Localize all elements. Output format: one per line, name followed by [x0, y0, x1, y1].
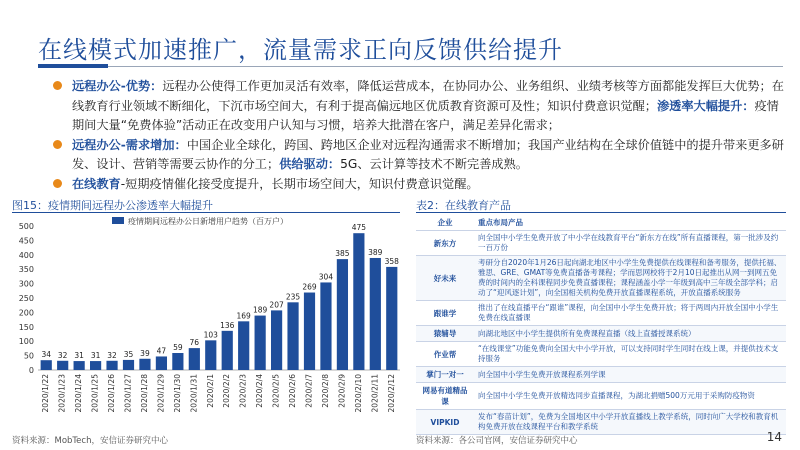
table-header-row: [416, 215, 786, 231]
bar: [90, 361, 101, 370]
table-title-rule: [416, 212, 786, 213]
figure-title-rule: [12, 212, 400, 213]
table-cell-company: 掌门一对一: [416, 367, 474, 383]
bar: [172, 353, 183, 370]
bar: [41, 360, 52, 370]
bullet-dot-icon: [53, 81, 62, 90]
table-row: [416, 410, 786, 435]
table-cell-company: 猿辅导: [416, 326, 474, 342]
y-tick-label: 150: [18, 322, 34, 332]
bar-value-label: 385: [335, 249, 350, 259]
bullet-text: 远程办公使得工作更加灵活有效率，降低运营成本，在协同办公、业务组织、业绩考核等方面都能发挥巨大优势；在线教育行业领域不断细化，下沉市场空间大，有利于提高偏远地区优质教育资源可及性；知识付费意识觉醒；: [72, 79, 784, 113]
bar-value-label: 269: [302, 282, 317, 292]
table-cell-company: 作业帮: [416, 342, 474, 367]
x-tick-label: 2020/1/22: [41, 374, 51, 413]
bullet-text-2: 5G、云计算等技术不断完善成熟。: [340, 157, 528, 171]
bar: [189, 348, 200, 370]
table-title: 表2：在线教育产品: [416, 199, 511, 212]
bar-value-label: 207: [269, 300, 284, 310]
bar-value-label: 136: [220, 320, 235, 330]
y-tick-label: 0: [28, 366, 34, 375]
x-tick-label: 2020/1/28: [139, 374, 149, 413]
y-tick-label: 450: [18, 236, 34, 246]
table-row: [416, 326, 786, 342]
table-cell-company: VIPKID: [416, 410, 474, 435]
bar: [139, 359, 150, 370]
bar-value-label: 103: [203, 330, 218, 340]
bullet-item: [50, 77, 785, 136]
y-tick-label: 300: [18, 279, 34, 289]
table-cell-product: 向全国中小学生免费开放课程系列学课: [474, 367, 786, 383]
x-tick-label: 2020/1/24: [74, 374, 84, 413]
bar: [57, 361, 68, 370]
bar-value-label: 32: [107, 350, 117, 360]
bullet-heading: 远程办公-优势：: [72, 79, 163, 93]
product-table: [416, 215, 786, 435]
bar-value-label: 31: [90, 351, 101, 361]
bar-value-label: 32: [57, 350, 68, 360]
bar-value-label: 35: [123, 349, 134, 359]
x-tick-label: 2020/1/31: [189, 374, 199, 413]
table-header-company: 企业: [416, 215, 474, 231]
table-row: [416, 342, 786, 367]
bar-value-label: 169: [236, 311, 251, 321]
x-tick-label: 2020/1/25: [90, 374, 100, 413]
bar-value-label: 59: [173, 343, 183, 353]
x-tick-label: 2020/2/9: [337, 374, 347, 408]
legend-label: 疫情期间远程办公日新增用户趋势（百万户）: [128, 217, 288, 226]
table-cell-product: 发布“春苗计划”，免费为全国地区中小学开放直播线上教学系统，同时向广大学校和教育机构免费开放在线课程平台和教学系统: [474, 410, 786, 435]
x-tick-label: 2020/1/30: [172, 374, 182, 413]
bar: [205, 340, 216, 370]
x-tick-label: 2020/1/27: [123, 374, 133, 413]
table-row: [416, 231, 786, 256]
bar-value-label: 475: [351, 223, 367, 233]
title-divider: [38, 66, 783, 67]
table-cell-product: 向湖北地区中小学生提供所有免费课程直播（线上直播授课系统）: [474, 326, 786, 342]
table-cell-company: 网易有道精品课: [416, 383, 474, 410]
bar-value-label: 31: [74, 351, 84, 361]
x-tick-label: 2020/2/11: [370, 374, 380, 413]
y-tick-label: 400: [18, 250, 34, 260]
table-body: [416, 231, 786, 435]
x-tick-label: 2020/2/6: [288, 374, 298, 408]
bar-value-label: 235: [285, 292, 301, 302]
title-accent-bar: [38, 64, 108, 68]
table-cell-product: “在线课堂”功能免费向全国大中小学开放，可以支持同时学生同时在线上课，并提供技术支持服务: [474, 342, 786, 367]
x-tick-label: 2020/2/5: [271, 374, 281, 408]
bullet-heading: 在线教育: [72, 176, 121, 191]
x-tick-label: 2020/2/8: [320, 374, 330, 408]
bar: [74, 361, 85, 370]
bar: [271, 310, 282, 370]
x-tick-label: 2020/2/10: [353, 374, 363, 413]
figure-title: 图15：疫情期间远程办公渗透率大幅提升: [12, 199, 213, 212]
y-tick-label: 250: [18, 294, 34, 303]
table-row: [416, 301, 786, 326]
bullet-item: [50, 175, 785, 195]
bar-value-label: 189: [252, 305, 268, 315]
y-tick-label: 100: [18, 337, 34, 347]
table-source: 资料来源：各公司官网，安信证券研究中心: [416, 436, 578, 446]
bullet-item: [50, 136, 785, 175]
bullet-text: -短期疫情催化接受度提升，长期市场空间大，知识付费意识觉醒。: [120, 176, 479, 191]
legend-swatch: [112, 217, 124, 224]
bar: [386, 267, 397, 370]
table-cell-company: 跟谁学: [416, 301, 474, 326]
bar: [106, 361, 117, 370]
bar-value-label: 358: [384, 256, 399, 266]
bar: [222, 331, 233, 370]
bullet-heading-2: 渗透率大幅提升：: [657, 98, 755, 113]
bullet-text-2: 疫情期间大量“免费体验”活动正在改变用户认知与习惯，培养大批潜在客户，满足差异化需求；: [72, 98, 779, 132]
page-title: 在线模式加速推广，流量需求正向反馈供给提升: [38, 36, 563, 64]
x-tick-label: 2020/2/2: [222, 374, 232, 408]
bar-value-label: 76: [189, 338, 200, 348]
page-number: 14: [766, 430, 782, 444]
bullet-list: [50, 77, 785, 194]
table-cell-product: 推出了在线直播平台“跟谁”课程，向全国中小学生免费开放；将于两周内开放全国中小学生免费在线直播课: [474, 301, 786, 326]
x-tick-label: 2020/2/1: [205, 374, 215, 408]
figure-source: 资料来源：MobTech，安信证券研究中心: [12, 436, 168, 446]
x-tick-label: 2020/1/23: [57, 374, 67, 413]
table-cell-product: 考研分自2020年1月26日起向湖北地区中小学生免费提供在线课程和备考服务，提供托福、雅思、GRE、GMAT等免费直播备考课程；学而思网校将于2月10日起推出从网一到网五免费的时间内的全科课程同步免费直播课程；课程涵盖小学一年级到高中三年级全部学科；启动了“迎风逐计划”，向全国相关机构免费开放直播课程系统，开放直播系统服务: [474, 256, 786, 301]
y-tick-label: 350: [18, 265, 34, 275]
table-row: [416, 367, 786, 383]
bar-value-label: 47: [156, 346, 167, 356]
table-cell-product: 向全国中小学生免费开放精选同步直播课程，为湖北捐赠500万元用于采购防疫物资: [474, 383, 786, 410]
y-tick-label: 50: [23, 351, 34, 361]
bar: [238, 321, 249, 370]
table-header-product: 重点布局产品: [474, 215, 786, 231]
bar-value-label: 389: [368, 247, 383, 257]
bullet-text: 中国企业全球化，跨国、跨地区企业对远程沟通需求不断增加；我国产业结构在全球价值链中的提升带来更多研发、设计、营销等需要云协作的分工；: [72, 137, 784, 171]
table-cell-company: 新东方: [416, 231, 474, 256]
bullet-dot-icon: [53, 140, 62, 149]
bar-value-label: 34: [41, 350, 52, 360]
x-tick-label: 2020/2/7: [304, 374, 314, 408]
bar: [287, 302, 298, 370]
bar-chart: [12, 214, 404, 432]
table-row: [416, 383, 786, 410]
bar: [353, 233, 364, 370]
bar-value-label: 304: [318, 272, 334, 282]
bar: [255, 316, 266, 370]
table-row: [416, 256, 786, 301]
bullet-heading-2: 供给驱动：: [279, 157, 341, 171]
x-tick-label: 2020/1/26: [107, 374, 117, 413]
y-tick-label: 200: [18, 308, 34, 318]
x-tick-label: 2020/1/29: [156, 374, 166, 413]
y-tick-label: 500: [18, 222, 34, 231]
bar: [337, 259, 348, 370]
table-cell-company: 好未来: [416, 256, 474, 301]
x-tick-label: 2020/2/4: [255, 374, 265, 408]
bar: [304, 293, 315, 370]
bullet-dot-icon: [53, 179, 62, 188]
bar: [123, 360, 134, 370]
bar: [156, 356, 167, 370]
x-tick-label: 2020/2/3: [238, 374, 248, 408]
x-tick-label: 2020/2/12: [386, 374, 396, 413]
bar-value-label: 39: [140, 348, 150, 358]
table-cell-product: 向全国中小学生免费开放了中小学在线教育平台“新东方在线”所有直播课程，第一批涉及约一百万份: [474, 231, 786, 256]
bullet-heading: 远程办公-需求增加：: [72, 137, 187, 152]
bar: [370, 258, 381, 370]
bar: [320, 282, 331, 370]
